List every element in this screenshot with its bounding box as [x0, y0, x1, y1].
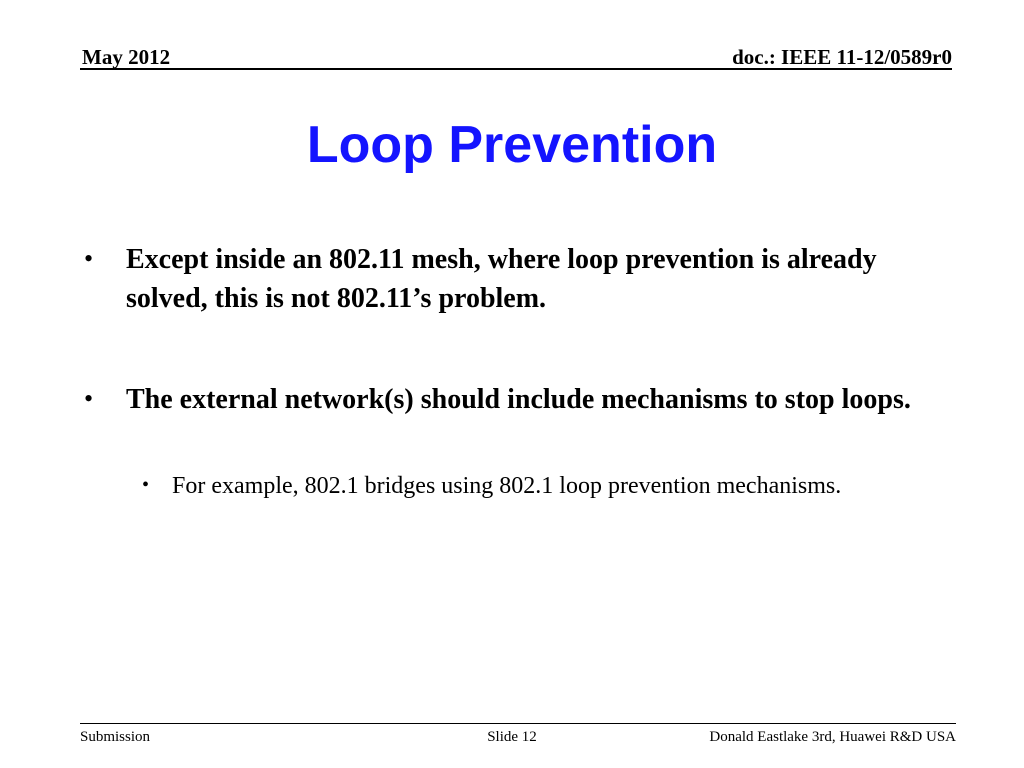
bullet-icon: • — [84, 384, 94, 413]
sub-bullet-icon: • — [142, 474, 150, 496]
bullet-text: Except inside an 802.11 mesh, where loop prevention is already solved, this is not 802.11’s problem. — [126, 244, 877, 314]
bullet-item — [84, 240, 944, 318]
bullet-item — [84, 380, 944, 419]
footer-slide-number: Slide 12 — [487, 729, 537, 745]
bullet-icon: • — [84, 244, 94, 273]
header-doc-id: doc.: IEEE 11-12/0589r0 — [732, 45, 952, 69]
header-date: May 2012 — [82, 45, 171, 69]
header-divider — [80, 68, 952, 70]
sub-bullet-item — [142, 470, 862, 502]
footer-divider — [80, 723, 956, 724]
bullet-text: The external network(s) should include mechanisms to stop loops. — [126, 384, 911, 415]
footer-submission: Submission — [80, 729, 151, 745]
footer-author: Donald Eastlake 3rd, Huawei R&D USA — [709, 729, 956, 745]
sub-bullet-text: For example, 802.1 bridges using 802.1 loop prevention mechanisms. — [172, 473, 842, 499]
slide-title: Loop Prevention — [306, 116, 718, 174]
